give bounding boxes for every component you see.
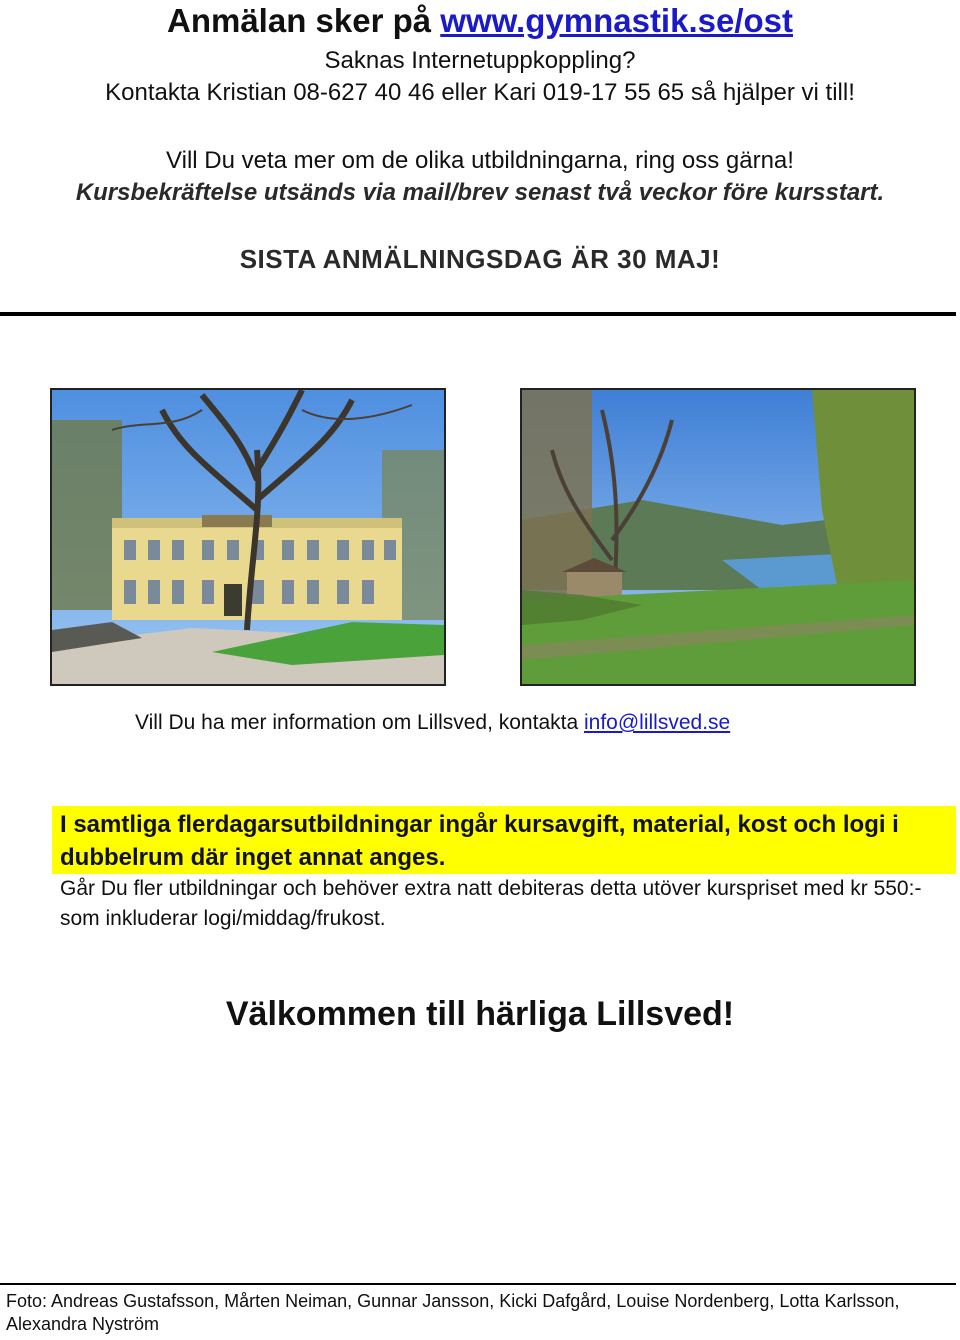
contact-text: Kontakta Kristian 08-627 40 46 eller Kari 019-17 55 65 så hjälper vi till! bbox=[105, 79, 855, 106]
extra-night-text: Går Du fler utbildningar och behöver extra natt debiteras detta utöver kurspriset med kr 550:- som inkluderar logi/middag/frukost. bbox=[60, 877, 922, 930]
no-internet-text: Saknas Internetuppkoppling? bbox=[324, 47, 636, 74]
park-lake-photo bbox=[520, 388, 916, 686]
divider-rule bbox=[0, 312, 956, 316]
info-text: Vill Du ha mer information om Lillsved, kontakta bbox=[135, 711, 579, 734]
more-info-text: Vill Du veta mer om de olika utbildningarna, ring oss gärna! bbox=[166, 147, 794, 174]
confirmation-text: Kursbekräftelse utsänds via mail/brev senast två veckor före kursstart. bbox=[75, 179, 885, 206]
manor-house-photo bbox=[50, 388, 446, 686]
registration-link[interactable]: www.gymnastik.se/ost bbox=[440, 2, 794, 39]
photo-credits: Foto: Andreas Gustafsson, Mårten Neiman, Gunnar Jansson, Kicki Dafgård, Louise Nordenberg, Lotta Karlsson, Alexandra Nyström bbox=[6, 1291, 900, 1334]
included-text: I samtliga flerdagarsutbildningar ingår kursavgift, material, kost och logi i dubbelrum där inget annat anges. bbox=[60, 811, 899, 871]
headline-prefix: Anmälan sker på bbox=[166, 2, 432, 39]
deadline-text: SISTA ANMÄLNINGSDAG ÄR 30 MAJ! bbox=[239, 244, 721, 274]
registration-headline bbox=[0, 0, 960, 42]
welcome-heading: Välkommen till härliga Lillsved! bbox=[225, 995, 735, 1033]
email-link[interactable]: info@lillsved.se bbox=[584, 711, 731, 734]
info-line bbox=[135, 708, 730, 738]
footer-divider bbox=[0, 1283, 956, 1285]
